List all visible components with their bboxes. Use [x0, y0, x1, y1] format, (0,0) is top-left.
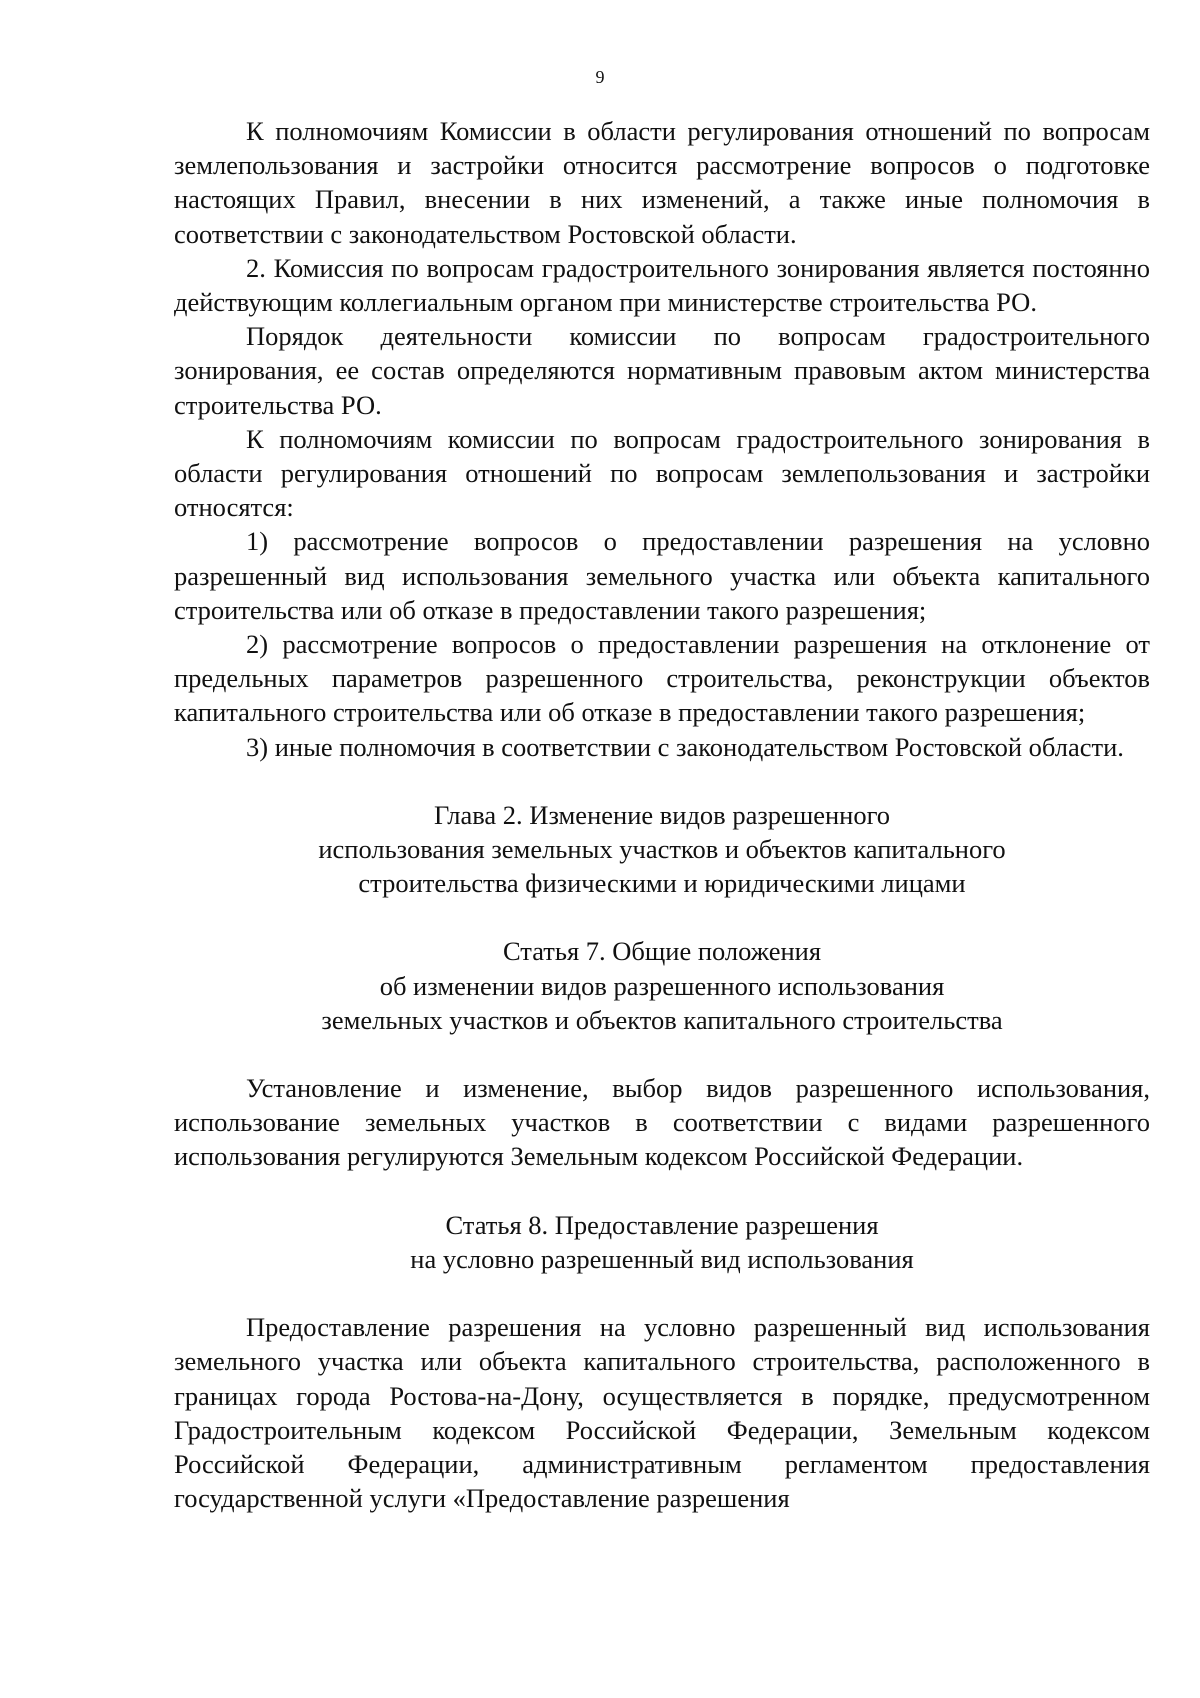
paragraph: 2. Комиссия по вопросам градостроительного зонирования является постоянно действующим коллегиальным органом при министерстве строительства РО. [174, 252, 1150, 318]
paragraph: К полномочиям Комиссии в области регулирования отношений по вопросам землепользования и застройки относится рассмотрение вопросов о подготовке настоящих Правил, внесении в них изменений, а также иные полномочия в соответствии с законодательством Ростовской области. [174, 116, 1150, 249]
paragraph: К полномочиям комиссии по вопросам градостроительного зонирования в области регулирования отношений по вопросам землепользования и застройки относятся: [174, 423, 1150, 523]
list-item: 1) рассмотрение вопросов о предоставлении разрешения на условно разрешенный вид использования земельного участка или объекта капитального строительства или об отказе в предоставлении такого разрешения; [174, 526, 1150, 625]
article-8-heading [174, 1208, 1150, 1276]
list-item: 3) иные полномочия в соответствии с законодательством Ростовской области. [246, 731, 1124, 762]
list-item: 2) рассмотрение вопросов о предоставлении разрешения на отклонение от предельных параметров разрешенного строительства, реконструкции объектов капитального строительства или об отказе в предоставлении такого разрешения; [174, 629, 1150, 728]
article-7-text: Установление и изменение, выбор видов разрешенного использования, использование земельных участков в соответствии с видами разрешенного использования регулируются Земельным кодексом Российской Федерации. [174, 1073, 1150, 1172]
article-heading-line: земельных участков и объектов капитального строительства [321, 1004, 1003, 1035]
article-heading-line: об изменении видов разрешенного использования [379, 970, 945, 1001]
article-heading-line: Статья 7. Общие положения [502, 936, 822, 967]
paragraph: Порядок деятельности комиссии по вопросам градостроительного зонирования, ее состав определяются нормативным правовым актом министерства строительства РО. [174, 321, 1150, 420]
page-body [174, 114, 1150, 1515]
chapter-heading-line: строительства физическими и юридическими лицами [358, 868, 966, 899]
page-number: 9 [595, 67, 605, 87]
article-heading-line: Статья 8. Предоставление разрешения [445, 1209, 879, 1240]
article-7-heading [174, 934, 1150, 1037]
chapter-heading-line: Глава 2. Изменение видов разрешенного [433, 799, 891, 830]
article-heading-line: на условно разрешенный вид использования [410, 1243, 914, 1274]
chapter-heading [174, 798, 1150, 901]
article-8-text: Предоставление разрешения на условно разрешенный вид использования земельного участка или объекта капитального строительства, расположенного в границах города Ростова-на-Дону, осуществляется в порядке, предусмотренном Градостроительным кодексом Российской Федерации, Земельным кодексом Российской Федерации, административным регламентом предоставления государственной услуги «Предоставление разрешения [174, 1312, 1150, 1514]
chapter-heading-line: использования земельных участков и объектов капитального [318, 834, 1006, 865]
